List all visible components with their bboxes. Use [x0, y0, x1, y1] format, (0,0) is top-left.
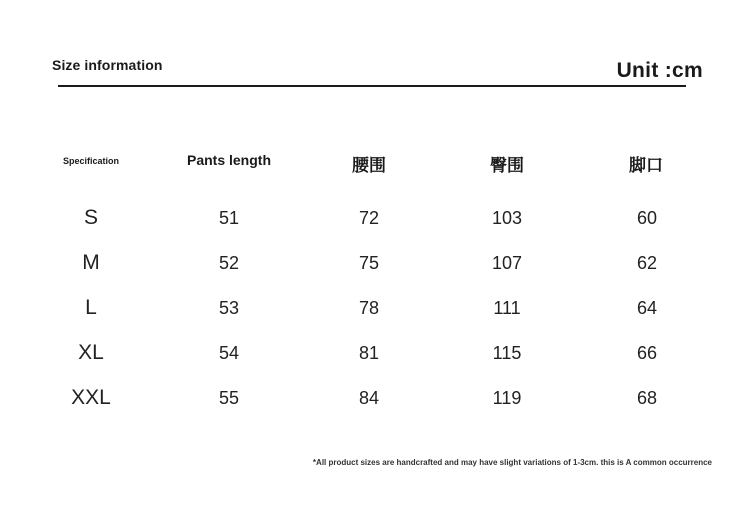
table-cell: 119 [492, 388, 522, 408]
column-header-waist: 腰围 [352, 156, 386, 176]
size-label: L [85, 296, 97, 319]
table-cell: 72 [358, 208, 380, 228]
table-cell: 52 [218, 253, 240, 273]
size-label: XXL [71, 386, 111, 409]
table-cell: 60 [636, 208, 658, 228]
table-cell: 81 [358, 343, 380, 363]
size-label: S [83, 206, 99, 229]
header-divider [58, 85, 686, 87]
column-header-leg-opening: 脚口 [629, 156, 663, 176]
size-label: M [82, 251, 100, 274]
table-cell: 68 [636, 388, 658, 408]
table-cell: 115 [492, 343, 522, 363]
column-header-pants-length: Pants length [186, 152, 272, 168]
table-cell: 55 [218, 388, 240, 408]
footnote: *All product sizes are handcrafted and may have slight variations of 1-3cm. this is A common occurrence [312, 458, 712, 467]
table-cell: 53 [218, 298, 240, 318]
table-cell: 84 [358, 388, 380, 408]
table-cell: 78 [358, 298, 380, 318]
table-cell: 66 [636, 343, 658, 363]
table-cell: 111 [493, 298, 521, 318]
size-label: XL [78, 341, 104, 364]
table-cell: 51 [218, 208, 240, 228]
unit-label: Unit :cm [616, 59, 703, 82]
table-cell: 75 [358, 253, 380, 273]
table-cell: 62 [636, 253, 658, 273]
table-cell: 107 [491, 253, 523, 273]
table-cell: 103 [491, 208, 523, 228]
table-cell: 64 [636, 298, 658, 318]
column-header-specification: Specification [62, 156, 120, 166]
section-title: Size information [52, 57, 163, 73]
column-header-hip: 臀围 [490, 156, 524, 176]
table-cell: 54 [218, 343, 240, 363]
